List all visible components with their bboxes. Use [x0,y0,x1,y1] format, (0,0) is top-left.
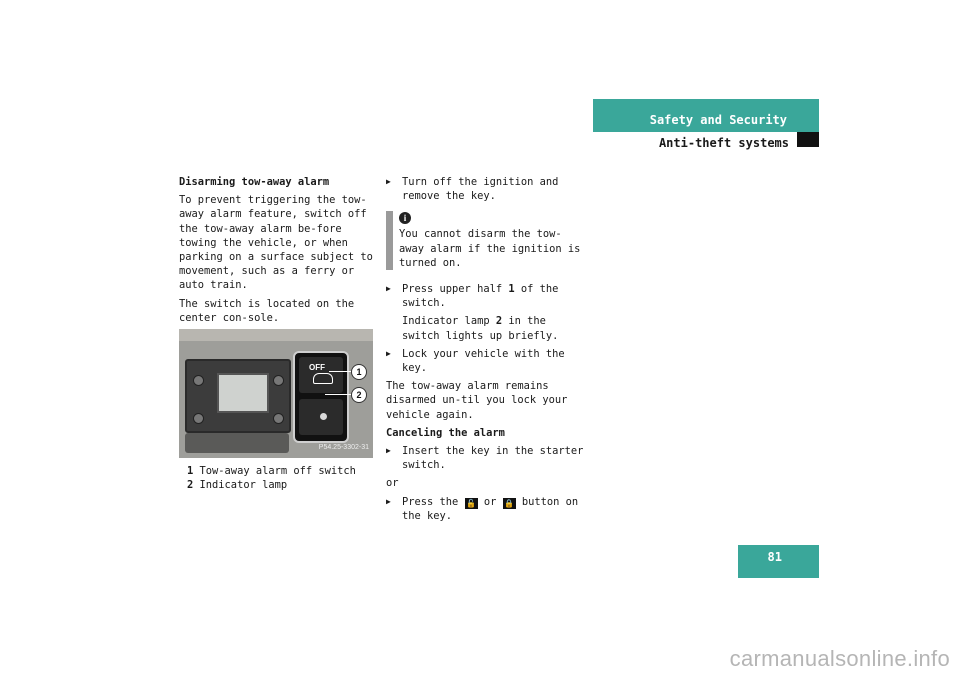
or-text: or [386,477,399,490]
paragraph-result: The tow-away alarm remains disarmed un-til you lock your vehicle again. [386,380,568,421]
left-column [179,175,377,492]
radio-knob [193,413,204,424]
console-radio [185,359,291,433]
step-text: Press upper half [402,283,509,296]
step-text: Insert the key in the starter switch. [402,445,584,472]
console-vent [179,329,373,341]
step-text: Indicator lamp [402,315,496,328]
bullet-arrow-icon: ▶ [386,496,391,506]
paragraph-location: The switch is located on the center con-sole. [179,297,355,324]
switch-off-label: OFF [309,363,325,373]
legend-number: 1 [187,465,194,478]
section-title: Safety and Security [649,113,787,127]
step-indicator-result [386,314,584,342]
radio-knob [273,413,284,424]
radio-knob [193,375,204,386]
bullet-arrow-icon: ▶ [386,177,391,186]
page-number: 81 [767,550,782,564]
step-text: Lock your vehicle with the key. [402,347,565,375]
paragraph-intro: To prevent triggering the tow-away alarm feature, switch off the tow-away alarm be-fore towing the vehicle, or when parking on a surface subject to movement, such as a ferry or auto train. [179,194,373,292]
step-text: of the switch. [402,283,559,310]
tow-away-switch-closeup [293,351,349,443]
step-text: in the switch lights up briefly. [402,315,559,342]
step-turn-off-ignition [386,175,584,203]
lock-icon: 🔒 [504,498,515,508]
unlock-icon: 🔓 [466,498,477,508]
info-icon: i [399,212,411,224]
indicator-lamp [320,413,327,420]
heading-disarming: Disarming tow-away alarm [179,176,330,188]
legend-item [187,478,377,492]
note-text: You cannot disarm the tow-away alarm if the ignition is turned on. [399,228,581,269]
step-press-key-button [386,495,584,523]
callout-line-1 [329,371,351,372]
heading-canceling: Canceling the alarm [386,426,505,439]
page-number-box [738,545,819,578]
center-console-photo [179,329,373,458]
callout-2: 2 [351,387,367,403]
step-ref-number: 2 [495,315,503,328]
subsection-title: Anti-theft systems [658,136,789,150]
bullet-arrow-icon: ▶ [386,348,391,358]
step-ref-number: 1 [508,283,515,296]
info-note [386,211,584,270]
figure-code: P54.25-3302-31 [318,443,369,451]
switch-upper-half [299,357,343,393]
legend-text: Indicator lamp [199,479,288,492]
header-tab-marker [797,132,819,147]
radio-knob [273,375,284,386]
switch-lower-half [299,399,343,435]
radio-screen [217,373,269,413]
step-lock-vehicle [386,347,584,375]
bullet-arrow-icon: ▶ [386,284,391,294]
step-press-upper-half [386,282,584,310]
climate-controls [185,433,289,453]
step-text: Turn off the ignition and remove the key. [402,176,559,203]
legend-item [187,464,377,478]
legend-text: Tow-away alarm off switch [199,465,356,478]
bullet-arrow-icon: ▶ [386,446,391,456]
step-text: button on the key. [402,495,579,522]
section-header [593,99,819,132]
callout-line-2 [325,394,351,395]
step-text: or [477,495,503,508]
tow-car-icon [313,373,333,384]
step-text: Press the [402,495,465,508]
legend-number: 2 [187,479,194,492]
step-insert-key [386,444,584,472]
watermark: carmanualsonline.info [729,646,950,671]
callout-1: 1 [351,364,367,380]
right-column [386,175,584,527]
figure-legend [187,464,377,492]
